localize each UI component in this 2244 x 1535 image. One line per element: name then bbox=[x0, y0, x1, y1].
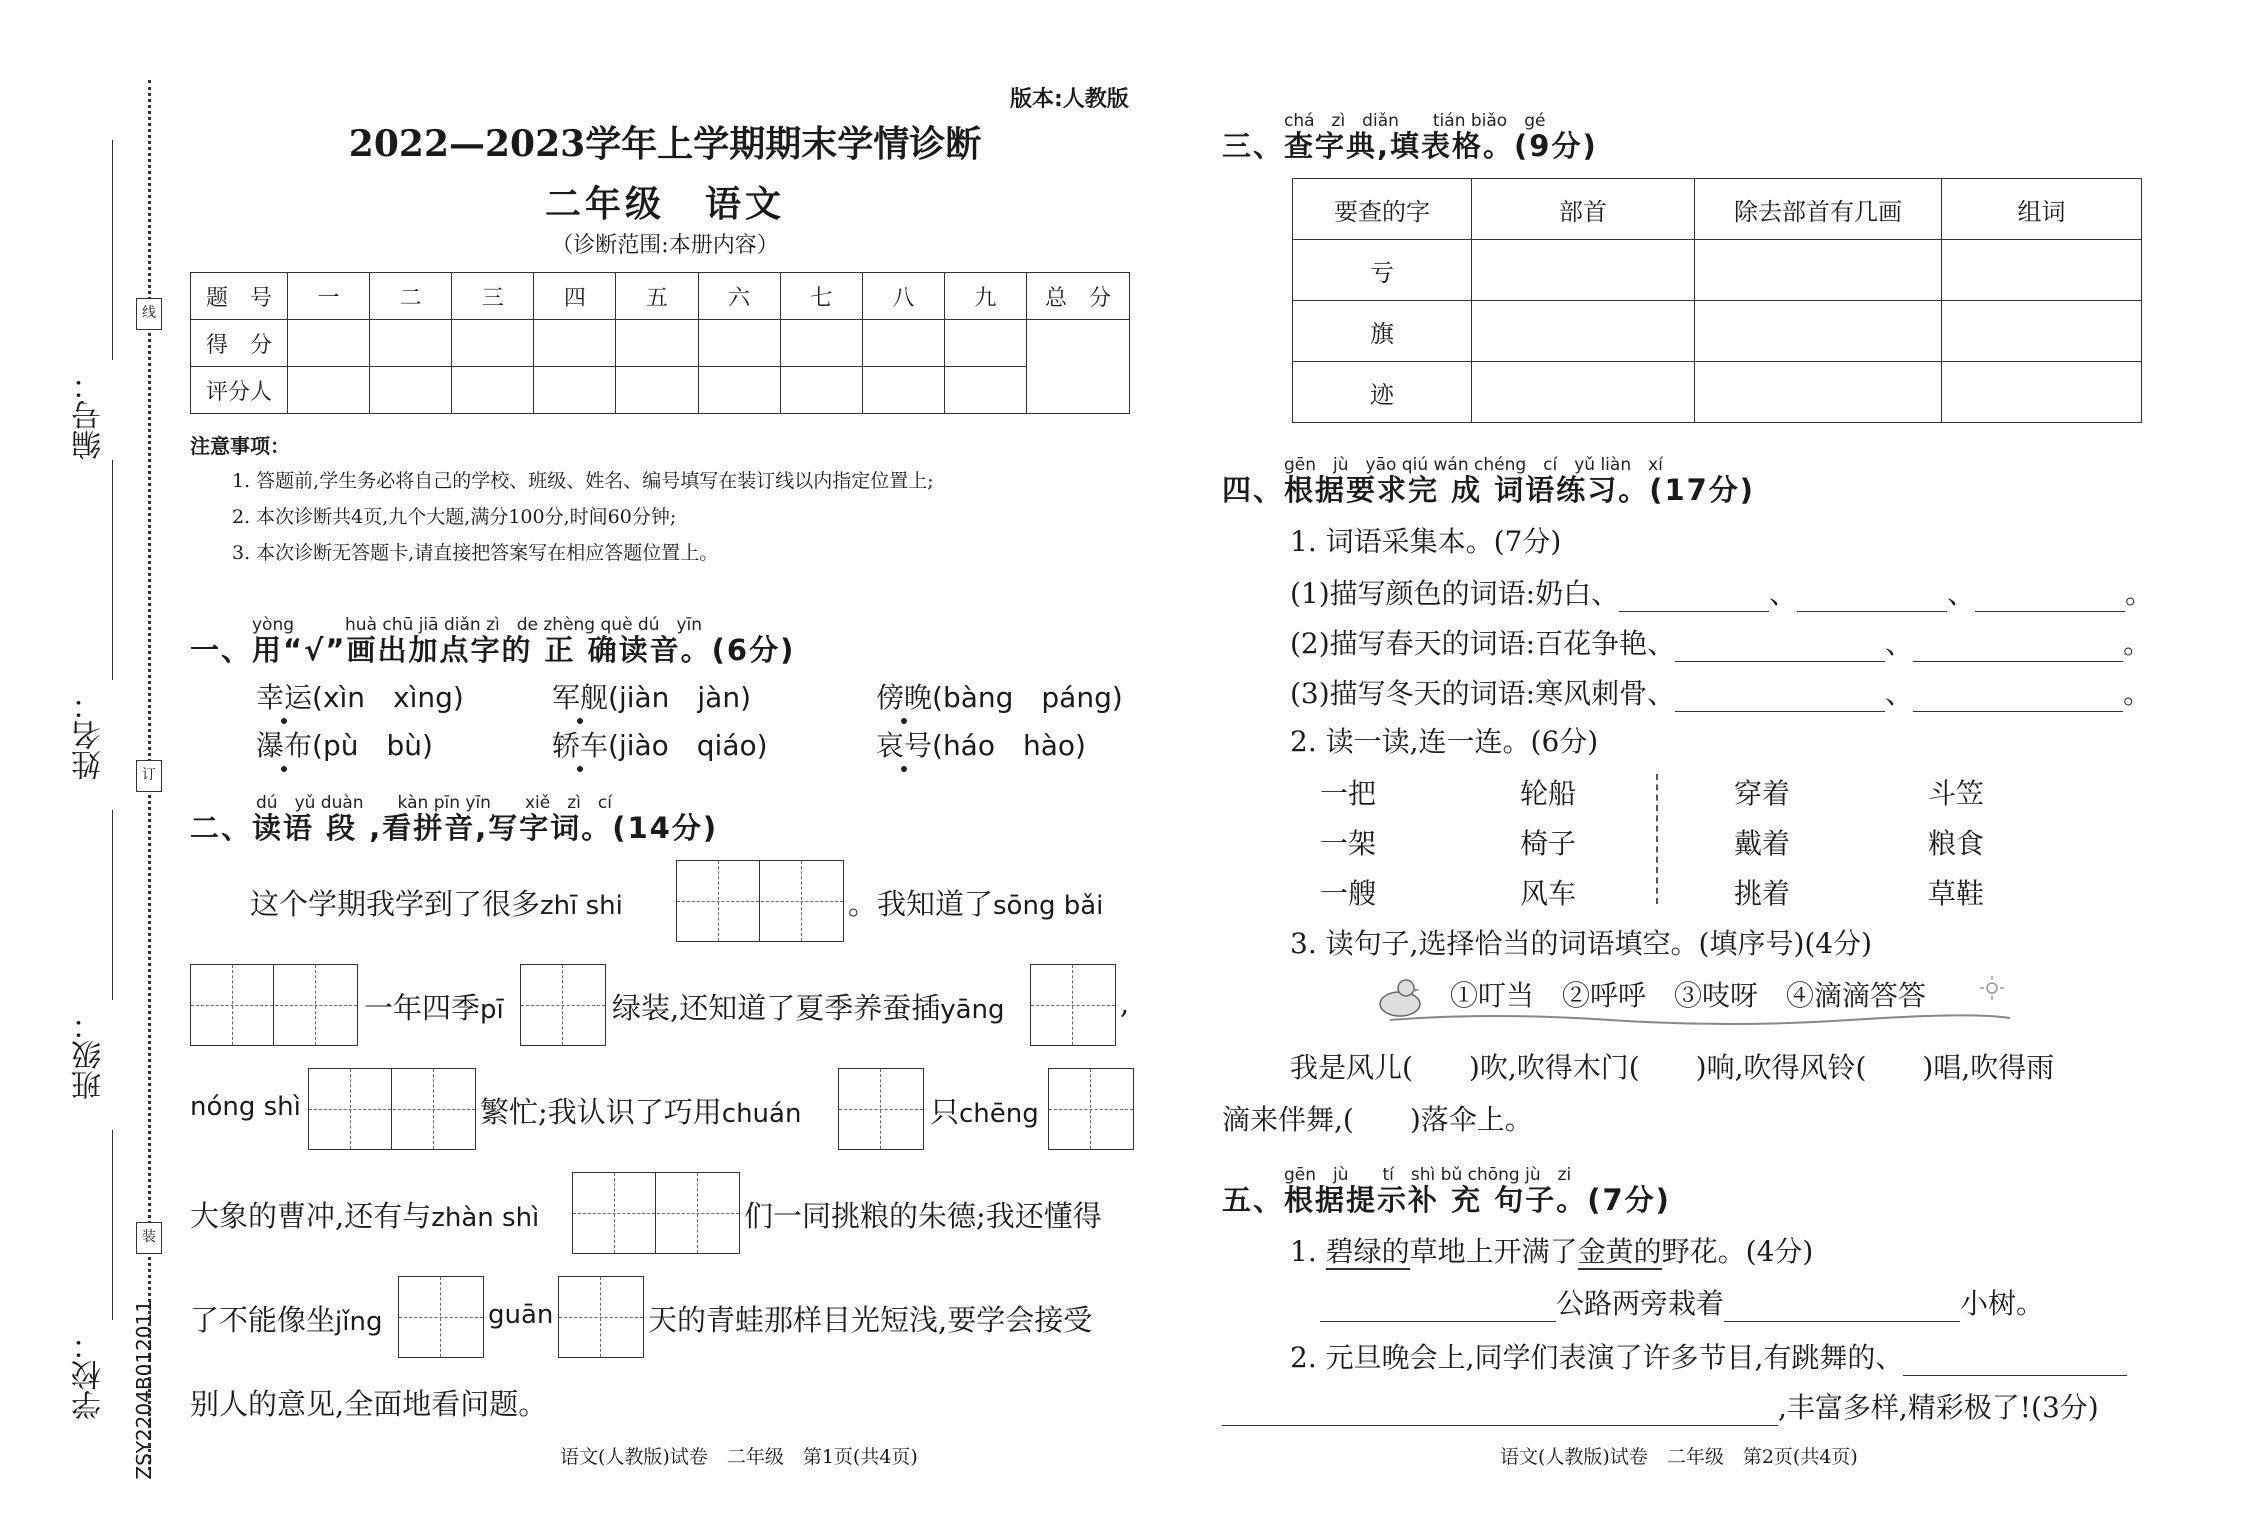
q4-sub1: 1. 词语采集本。(7分) bbox=[1290, 525, 1562, 558]
q4-prompt: (2)描写春天的词语:百花争艳、 bbox=[1290, 627, 1676, 660]
q4-prompt: (1)描写颜色的词语:奶白、 bbox=[1290, 577, 1620, 610]
notice-item: 3. 本次诊断无答题卡,请直接把答案写在相应答题位置上。 bbox=[232, 542, 719, 564]
q2-answer-grid[interactable] bbox=[558, 1276, 644, 1358]
score-row-label: 得 分 bbox=[191, 320, 288, 367]
q1-word: 哀号 bbox=[876, 729, 933, 762]
q2-pinyin-prompt: zhàn shì bbox=[431, 1203, 540, 1233]
dict-answer-cell[interactable] bbox=[1695, 240, 1942, 301]
score-col-header: 八 bbox=[862, 273, 944, 320]
answer-blank[interactable] bbox=[1903, 1375, 2127, 1376]
q4-sub2: 2. 读一读,连一连。(6分) bbox=[1290, 725, 1599, 758]
q2-text bbox=[930, 1090, 1039, 1131]
q5-underlined: 金黄的 bbox=[1577, 1235, 1662, 1268]
q2-text-seg: 大象的曹冲,还有与 bbox=[190, 1199, 432, 1233]
q5-heading: 五、根据提示补 充 句子。(7分) bbox=[1222, 1183, 1671, 1217]
dict-answer-cell[interactable] bbox=[1472, 240, 1695, 301]
q5-s1 bbox=[1290, 1230, 1813, 1270]
grader-cell[interactable] bbox=[862, 367, 944, 414]
match-word[interactable]: 一把 bbox=[1320, 777, 1377, 810]
score-col-header: 九 bbox=[944, 273, 1026, 320]
grader-cell[interactable] bbox=[288, 367, 370, 414]
q2-pinyin-prompt: jǐng bbox=[335, 1307, 383, 1337]
q4-sub3: 3. 读句子,选择恰当的词语填空。(填序号)(4分) bbox=[1290, 927, 1873, 960]
score-cell[interactable] bbox=[452, 320, 534, 367]
dict-char: 迹 bbox=[1293, 362, 1472, 423]
label-name: 姓名： bbox=[72, 690, 107, 780]
grader-cell[interactable] bbox=[534, 367, 616, 414]
dict-answer-cell[interactable] bbox=[1472, 301, 1695, 362]
q4-prompt: (3)描写冬天的词语:寒风刺骨、 bbox=[1290, 677, 1676, 710]
dict-header: 要查的字 bbox=[1293, 179, 1472, 240]
q1-heading: 一、用“√”画出加点字的 正 确读音。(6分) bbox=[190, 633, 796, 667]
q2-answer-grid[interactable] bbox=[308, 1068, 476, 1150]
q2-answer-grid[interactable] bbox=[398, 1276, 484, 1358]
q2-pinyin: dú yǔ duàn kàn pīn yīn xiě zì cí bbox=[256, 793, 612, 813]
options-text: ①叮当 ②呼呼 ③吱呀 ④滴滴答答 bbox=[1450, 979, 1927, 1012]
q2-answer-grid[interactable] bbox=[520, 964, 606, 1046]
score-cell[interactable] bbox=[534, 320, 616, 367]
q4-sentence[interactable]: 我是风儿( )吹,吹得木门( )响,吹得风铃( )唱,吹得雨 bbox=[1290, 1051, 2055, 1084]
q2-text bbox=[364, 986, 504, 1027]
q1-item[interactable] bbox=[876, 676, 1123, 716]
dictionary-table bbox=[1292, 178, 2142, 423]
q2-heading: 二、读语 段 ,看拼音,写字词。(14分) bbox=[190, 811, 719, 845]
field-class[interactable] bbox=[112, 810, 113, 1000]
q2-text-seg: 了不能像坐 bbox=[190, 1303, 336, 1337]
score-col-header: 四 bbox=[534, 273, 616, 320]
score-cell[interactable] bbox=[616, 320, 698, 367]
match-word[interactable]: 椅子 bbox=[1520, 827, 1577, 860]
dict-answer-cell[interactable] bbox=[1942, 240, 2142, 301]
q1-item[interactable] bbox=[256, 724, 433, 764]
match-word[interactable]: 草鞋 bbox=[1928, 877, 1985, 910]
match-divider bbox=[1656, 774, 1658, 904]
label-class: 班级： bbox=[72, 1010, 107, 1100]
match-word[interactable]: 戴着 bbox=[1734, 827, 1791, 860]
q2-answer-grid[interactable] bbox=[1048, 1068, 1134, 1150]
q2-pinyin-prompt: nóng shì bbox=[190, 1092, 301, 1122]
q1-word: 傍晚 bbox=[876, 681, 933, 714]
q2-text bbox=[612, 986, 1005, 1027]
q2-text-seg: , bbox=[1120, 986, 1130, 1020]
q2-pinyin-prompt: chēng bbox=[959, 1099, 1039, 1129]
notice-heading: 注意事项： bbox=[190, 434, 290, 458]
q4-sub1-item bbox=[1290, 672, 2151, 712]
answer-blank[interactable] bbox=[1619, 611, 1769, 612]
q2-text-seg: 们一同挑粮的朱德;我还懂得 bbox=[744, 1199, 1102, 1233]
q1-options: (háo hào) bbox=[932, 729, 1086, 762]
version-label: 版本:人教版 bbox=[1010, 87, 1129, 112]
exam-scope: （诊断范围:本册内容） bbox=[551, 233, 779, 258]
q2-text bbox=[480, 1090, 801, 1131]
score-col-header: 五 bbox=[616, 273, 698, 320]
answer-blank[interactable] bbox=[1222, 1425, 1778, 1426]
q5-underlined: 碧绿的 bbox=[1325, 1235, 1410, 1268]
q5-text: 草地上开满了 bbox=[1409, 1235, 1578, 1268]
q1-item[interactable] bbox=[552, 676, 751, 716]
q2-pinyin-prompt: zhī shi bbox=[540, 891, 623, 921]
notice-item: 1. 答题前,学生务必将自己的学校、班级、姓名、编号填写在装订线以内指定位置上; bbox=[232, 470, 934, 492]
q4-sep: 。 bbox=[2123, 627, 2152, 660]
q5-text: 1. bbox=[1290, 1235, 1326, 1268]
q2-text-seg: 绿装,还知道了夏季养蚕插 bbox=[612, 991, 941, 1025]
grader-cell[interactable] bbox=[944, 367, 1026, 414]
grader-cell[interactable] bbox=[370, 367, 452, 414]
q1-word: 轿车 bbox=[552, 729, 609, 762]
answer-blank[interactable] bbox=[1913, 661, 2123, 662]
score-cell[interactable] bbox=[780, 320, 862, 367]
q5-s2 bbox=[1290, 1336, 2127, 1376]
q5-text: 野花。(4分) bbox=[1661, 1235, 1814, 1268]
score-cell[interactable] bbox=[698, 320, 780, 367]
q5-s1-fill bbox=[1320, 1282, 2044, 1322]
dict-header: 除去部首有几画 bbox=[1695, 179, 1942, 240]
score-col-header: 六 bbox=[698, 273, 780, 320]
q2-answer-grid[interactable] bbox=[572, 1172, 740, 1254]
q2-answer-grid[interactable] bbox=[838, 1068, 924, 1150]
score-cell[interactable] bbox=[370, 320, 452, 367]
q2-text-seg: 这个学期我学到了很多 bbox=[250, 887, 541, 921]
match-word[interactable]: 轮船 bbox=[1520, 777, 1577, 810]
grader-cell[interactable] bbox=[780, 367, 862, 414]
q2-pinyin-prompt: yāng bbox=[940, 995, 1005, 1025]
q1-options: (bàng páng) bbox=[932, 681, 1123, 714]
dict-header: 组词 bbox=[1942, 179, 2142, 240]
q4-sep: 。 bbox=[2125, 577, 2154, 610]
dict-answer-cell[interactable] bbox=[1695, 301, 1942, 362]
dict-header: 部首 bbox=[1472, 179, 1695, 240]
q4-sep: 、 bbox=[1885, 677, 1914, 710]
q2-text-seg: 天的青蛙那样目光短浅,要学会接受 bbox=[648, 1303, 1093, 1337]
binding-mark-xian: 线 bbox=[136, 298, 162, 330]
dict-answer-cell[interactable] bbox=[1942, 301, 2142, 362]
q2-text-seg: 一年四季 bbox=[364, 991, 481, 1025]
label-number: 编号： bbox=[72, 370, 107, 460]
q2-text bbox=[190, 1298, 382, 1339]
dict-char: 旗 bbox=[1293, 301, 1472, 362]
q4-sep: 、 bbox=[1947, 577, 1976, 610]
q1-item[interactable] bbox=[876, 724, 1086, 764]
q2-pinyin-prompt: chuán bbox=[721, 1099, 802, 1129]
total-score-cell[interactable] bbox=[1027, 320, 1130, 414]
q2-pinyin-prompt: guān bbox=[488, 1300, 554, 1330]
q1-word: 瀑布 bbox=[256, 729, 313, 762]
q1-options: (xìn xìng) bbox=[312, 681, 464, 714]
q4-sep: 、 bbox=[1885, 627, 1914, 660]
match-word[interactable]: 一艘 bbox=[1320, 877, 1377, 910]
q5-text: 2. 元旦晚会上,同学们表演了许多节目,有跳舞的、 bbox=[1290, 1341, 1904, 1374]
duck-icon bbox=[1380, 980, 1420, 1016]
q3-heading: 三、查字典,填表格。(9分) bbox=[1222, 129, 1598, 163]
q1-word: 幸运 bbox=[256, 681, 313, 714]
q2-text-seg: 只 bbox=[930, 1095, 960, 1129]
q1-item[interactable] bbox=[552, 724, 768, 764]
q5-text: 公路两旁栽着 bbox=[1556, 1287, 1725, 1320]
answer-blank[interactable] bbox=[1675, 711, 1885, 712]
q1-options: (pù bù) bbox=[312, 729, 433, 762]
score-col-header: 七 bbox=[780, 273, 862, 320]
label-school: 学校： bbox=[72, 1330, 107, 1420]
answer-blank[interactable] bbox=[1913, 711, 2123, 712]
notice-item: 2. 本次诊断共4页,九个大题,满分100分,时间60分钟; bbox=[232, 506, 677, 528]
q2-text bbox=[190, 1194, 539, 1235]
q2-answer-grid[interactable] bbox=[676, 860, 844, 942]
q4-pinyin: gēn jù yāo qiú wán chéng cí yǔ liàn xí bbox=[1284, 455, 1663, 475]
field-name[interactable] bbox=[112, 460, 113, 680]
q2-text-seg: 繁忙;我认识了巧用 bbox=[480, 1095, 722, 1129]
q3-pinyin: chá zì diǎn tián biǎo gé bbox=[1284, 111, 1546, 131]
dict-answer-cell[interactable] bbox=[1472, 362, 1695, 423]
field-number[interactable] bbox=[112, 140, 113, 360]
q2-answer-grid[interactable] bbox=[1030, 964, 1116, 1046]
match-word[interactable]: 挑着 bbox=[1734, 877, 1791, 910]
q1-pinyin: yòng huà chū jiā diǎn zì de zhèng què dú yīn bbox=[252, 615, 703, 635]
field-school[interactable] bbox=[112, 1130, 113, 1320]
match-word[interactable]: 一架 bbox=[1320, 827, 1377, 860]
q2-pinyin-prompt: sōng bǎi bbox=[993, 891, 1104, 921]
score-row-label: 题 号 bbox=[191, 273, 288, 320]
score-row-label: 评分人 bbox=[191, 367, 288, 414]
dict-char: 亏 bbox=[1293, 240, 1472, 301]
match-word[interactable]: 穿着 bbox=[1734, 777, 1791, 810]
score-col-header: 总 分 bbox=[1027, 273, 1130, 320]
score-table bbox=[190, 272, 1130, 414]
match-word[interactable]: 风车 bbox=[1520, 877, 1577, 910]
q4-sub1-item bbox=[1290, 622, 2151, 662]
q2-answer-grid[interactable] bbox=[190, 964, 358, 1046]
q5-text: 小树。 bbox=[1960, 1287, 2045, 1320]
q4-sentence[interactable]: 滴来伴舞,( )落伞上。 bbox=[1222, 1103, 1533, 1136]
score-cell[interactable] bbox=[944, 320, 1026, 367]
q2-pinyin-prompt: pī bbox=[480, 995, 504, 1025]
grader-cell[interactable] bbox=[616, 367, 698, 414]
score-col-header: 二 bbox=[370, 273, 452, 320]
q4-heading: 四、根据要求完 成 词语练习。(17分) bbox=[1222, 473, 1756, 507]
answer-blank[interactable] bbox=[1320, 1321, 1556, 1322]
paper-code: ZSY2204B012011 bbox=[132, 1300, 156, 1480]
q4-sep: 。 bbox=[2123, 677, 2152, 710]
q1-item[interactable] bbox=[256, 676, 464, 716]
score-col-header: 三 bbox=[452, 273, 534, 320]
exam-title: 2022—2023学年上学期期末学情诊断 bbox=[348, 123, 982, 165]
q5-text: ,丰富多样,精彩极了!(3分) bbox=[1778, 1391, 2099, 1424]
binding-mark-ding: 订 bbox=[136, 760, 162, 792]
q5-pinyin: gēn jù tí shì bǔ chōng jù zi bbox=[1284, 1165, 1572, 1185]
answer-blank[interactable] bbox=[1975, 611, 2125, 612]
answer-blank[interactable] bbox=[1724, 1321, 1960, 1322]
q2-text-seg: 。我知道了 bbox=[848, 887, 994, 921]
score-col-header: 一 bbox=[288, 273, 370, 320]
answer-blank[interactable] bbox=[1675, 661, 1885, 662]
match-word[interactable]: 斗笠 bbox=[1928, 777, 1985, 810]
grader-cell[interactable] bbox=[698, 367, 780, 414]
answer-blank[interactable] bbox=[1797, 611, 1947, 612]
dict-answer-cell[interactable] bbox=[1942, 362, 2142, 423]
binding-mark-zhuang: 装 bbox=[136, 1222, 162, 1254]
q1-word: 军舰 bbox=[552, 681, 609, 714]
q1-options: (jiàn jàn) bbox=[608, 681, 752, 714]
q5-s2-cont bbox=[1222, 1386, 2099, 1426]
match-word[interactable]: 粮食 bbox=[1928, 827, 1985, 860]
footer-right: 语文(人教版)试卷 二年级 第2页(共4页) bbox=[1500, 1446, 1858, 1468]
q2-text-seg: 别人的意见,全面地看问题。 bbox=[190, 1387, 548, 1421]
q1-options: (jiào qiáo) bbox=[608, 729, 768, 762]
exam-subtitle: 二年级 语文 bbox=[544, 183, 785, 225]
sun-icon bbox=[1980, 976, 2004, 1000]
footer-left: 语文(人教版)试卷 二年级 第1页(共4页) bbox=[560, 1446, 918, 1468]
grader-cell[interactable] bbox=[452, 367, 534, 414]
score-cell[interactable] bbox=[288, 320, 370, 367]
score-cell[interactable] bbox=[862, 320, 944, 367]
dict-answer-cell[interactable] bbox=[1695, 362, 1942, 423]
q2-text bbox=[848, 882, 1103, 923]
q2-text bbox=[250, 882, 623, 923]
q4-sub1-item bbox=[1290, 572, 2153, 612]
q4-sep: 、 bbox=[1769, 577, 1798, 610]
